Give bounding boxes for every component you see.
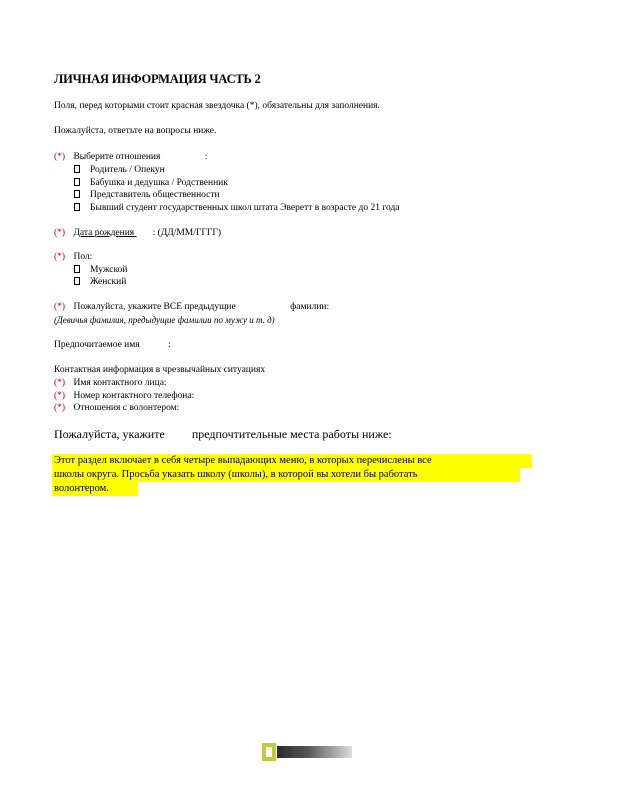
highlighted-instructions	[52, 454, 532, 496]
checkbox[interactable]	[74, 178, 80, 186]
required-marker: (*)	[54, 228, 66, 238]
required-marker: (*)	[54, 252, 66, 262]
emergency-contact-name-label: Имя контактного лица:	[73, 378, 167, 388]
relationship-option: Родитель / Опекун	[90, 165, 165, 175]
required-marker: (*)	[54, 302, 66, 312]
emergency-field[interactable]	[54, 390, 194, 402]
logo-icon	[262, 743, 276, 761]
birth-date-format: : (ДД/ММ/ГГГГ)	[152, 228, 222, 238]
highlight-line: школы округа. Просьба указать школу (школы), в которой вы хотели бы работать	[52, 468, 520, 482]
relationship-option: Представитель общественности	[90, 190, 220, 200]
previous-names-label-end: фамилии:	[290, 302, 330, 312]
work-places-heading	[54, 427, 392, 442]
gender-option: Мужской	[90, 265, 128, 275]
birth-date-label: Дата рождения	[73, 228, 135, 238]
work-places-prefix: Пожалуйста, укажите	[54, 427, 165, 441]
emergency-field[interactable]	[54, 377, 167, 389]
highlight-line: волонтером.	[52, 482, 138, 496]
answer-prompt: Пожалуйста, ответьте на вопросы ниже.	[54, 126, 217, 136]
list-item[interactable]	[74, 177, 228, 189]
highlight-line: Этот раздел включает в себя четыре выпадающих меню, в которых перечислены все	[52, 454, 532, 468]
list-item[interactable]	[74, 276, 126, 288]
required-marker: (*)	[54, 152, 66, 162]
gender-question	[54, 251, 92, 263]
required-marker: (*)	[54, 391, 66, 401]
logo-wordmark	[277, 746, 352, 758]
relationship-suffix: :	[204, 152, 208, 162]
previous-names-note: (Девичья фамилия, предыдущие фамилии по мужу и т. д)	[54, 315, 275, 325]
preferred-name-label: Предпочитаемое имя	[54, 340, 140, 350]
gender-label: Пол:	[73, 252, 93, 262]
relationship-label: Выберите отношения	[73, 152, 161, 162]
checkbox[interactable]	[74, 165, 80, 173]
checkbox[interactable]	[74, 265, 80, 273]
work-places-rest: предпочтительные места работы ниже:	[191, 427, 392, 441]
emergency-heading: Контактная информация в чрезвычайных ситуациях	[54, 365, 266, 375]
checkbox[interactable]	[74, 203, 80, 211]
emergency-phone-label: Номер контактного телефона:	[73, 391, 195, 401]
required-marker: (*)	[54, 403, 66, 413]
birth-date-input[interactable]	[134, 227, 150, 239]
relationship-question	[54, 151, 207, 163]
preferred-name-question	[54, 339, 171, 351]
emergency-relationship-label: Отношения с волонтером:	[73, 403, 180, 413]
required-marker: (*)	[54, 378, 66, 388]
preferred-name-suffix: :	[168, 340, 171, 350]
relationship-option: Бывший студент государственных школ штата Эверетт в возрасте до 21 года	[90, 203, 400, 213]
list-item[interactable]	[74, 264, 127, 276]
checkbox[interactable]	[74, 190, 80, 198]
relationship-option: Бабушка и дедушка / Родственник	[90, 178, 228, 188]
list-item[interactable]	[74, 164, 165, 176]
list-item[interactable]	[74, 189, 220, 201]
footer-logo	[262, 743, 352, 761]
previous-names-label: Пожалуйста, укажите ВСЕ предыдущие	[73, 302, 236, 312]
previous-names-question	[54, 301, 329, 313]
birth-date-question	[54, 227, 221, 239]
list-item[interactable]	[74, 202, 400, 214]
emergency-field[interactable]	[54, 402, 179, 414]
required-note: Поля, перед которыми стоит красная звездочка (*), обязательны для заполнения.	[54, 101, 380, 111]
page-title: ЛИЧНАЯ ИНФОРМАЦИЯ ЧАСТЬ 2	[54, 72, 261, 86]
checkbox[interactable]	[74, 277, 80, 285]
gender-option: Женский	[90, 277, 127, 287]
